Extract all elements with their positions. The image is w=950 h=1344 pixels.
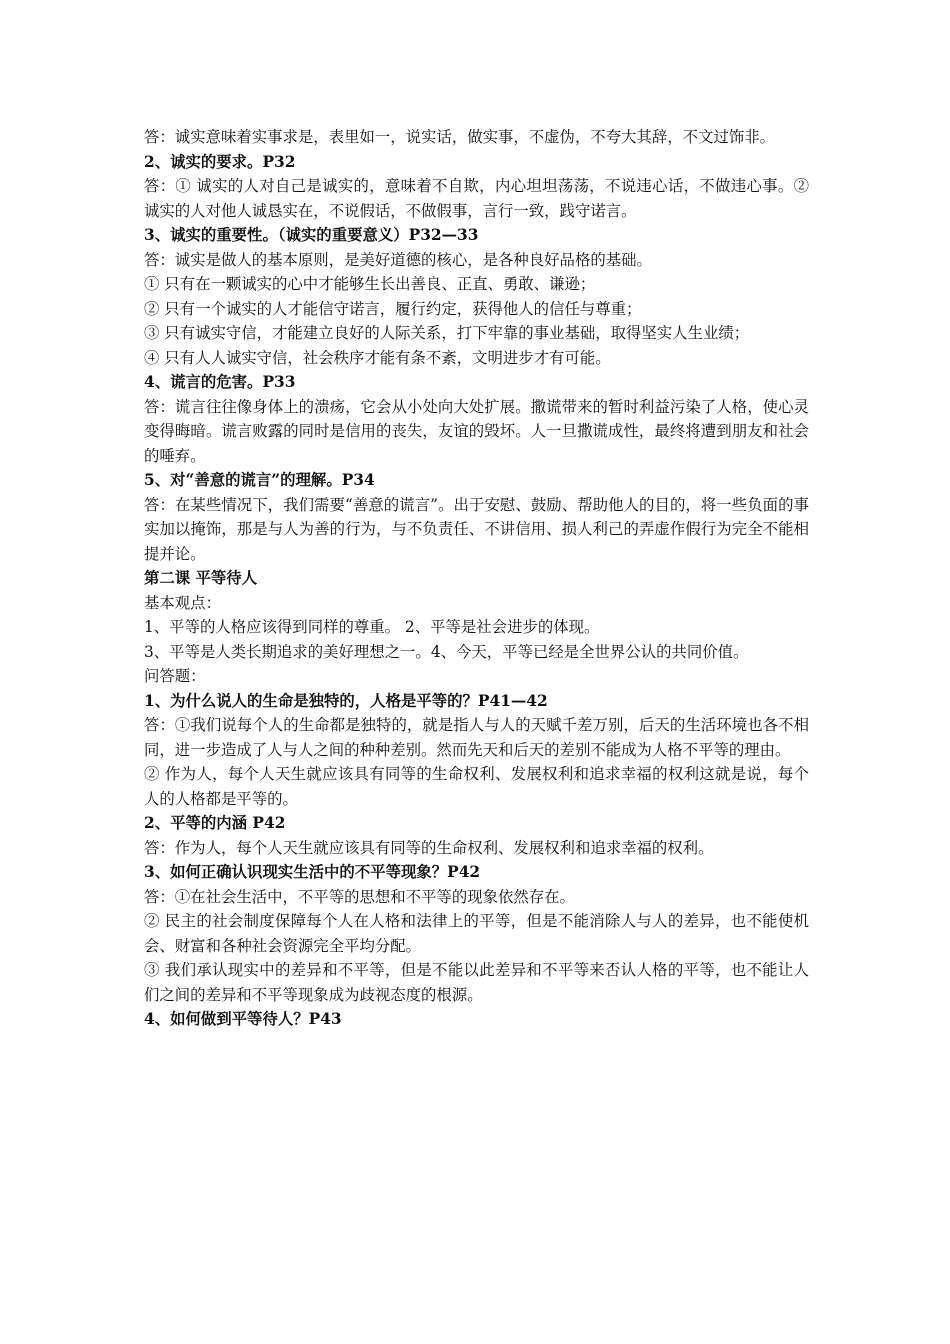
paragraph-white-lie: 答：在某些情况下，我们需要“善意的谎言”。出于安慰、鼓励、帮助他人的目的，将一些负面的事实加以掩饰，那是与人为善的行为，与不负责任、不讲信用、损人利己的弄虚作假行为完全不能相提并论。: [144, 495, 809, 563]
paragraph-inequality-3: ③ 我们承认现实中的差异和不平等，但是不能以此差异和不平等来否认人格的平等，也不能让人们之间的差异和不平等现象成为歧视态度的根源。: [144, 961, 809, 1004]
heading-white-lie: 5、对“善意的谎言”的理解。P34: [144, 471, 375, 489]
list-item-importance-4: ④ 只有人人诚实守信，社会秩序才能有条不紊，文明进步才有可能。: [144, 348, 611, 367]
heading-equality-meaning: 2、平等的内涵 P42: [144, 814, 286, 832]
label-basic-views: 基本观点：: [144, 593, 221, 612]
paragraph-views-3-4: 3、平等是人类长期追求的美好理想之一。4、今天，平等已经是全世界公认的共同价值。: [144, 642, 749, 661]
heading-inequality: 3、如何正确认识现实生活中的不平等现象？P42: [144, 863, 481, 881]
list-item-importance-1: ① 只有在一颗诚实的心中才能够生长出善良、正直、勇敢、谦逊；: [144, 275, 596, 293]
label-questions: 问答题：: [144, 667, 206, 685]
heading-lesson-two: 第二课 平等待人: [144, 569, 258, 587]
paragraph-life-unique-1: 答：①我们说每个人的生命都是独特的，就是指人与人的天赋千差万别，后天的生活环境也各不相同，进一步造成了人与人之间的种种差别。然而先天和后天的差别不能成为人格不平等的理由。: [144, 716, 809, 759]
paragraph-inequality-1: 答：①在社会生活中，不平等的思想和不平等的现象依然存在。: [144, 887, 575, 906]
paragraph-honesty-importance: 答：诚实是做人的基本原则，是美好道德的核心，是各种良好品格的基础。: [144, 250, 652, 269]
heading-honesty-requirements: 2、诚实的要求。P32: [144, 152, 296, 171]
paragraph-life-unique-2: ② 作为人，每个人天生就应该具有同等的生命权利、发展权利和追求幸福的权利这就是说，每个人的人格都是平等的。: [144, 765, 809, 808]
heading-lie-harm: 4、谎言的危害。P33: [144, 373, 296, 391]
list-item-importance-2: ② 只有一个诚实的人才能信守诺言，履行约定，获得他人的信任与尊重；: [144, 299, 642, 318]
paragraph-inequality-2: ② 民主的社会制度保障每个人在人格和法律上的平等，但是不能消除人与人的差异，也不能使机会、财富和各种社会资源完全平均分配。: [144, 912, 809, 955]
document-page: [144, 125, 809, 1032]
heading-life-unique: 1、为什么说人的生命是独特的，人格是平等的？P41—42: [144, 691, 548, 710]
paragraph-equality-meaning: 答：作为人，每个人天生就应该具有同等的生命权利、发展权利和追求幸福的权利。: [144, 838, 714, 857]
heading-honesty-importance: 3、诚实的重要性。（诚实的重要意义）P32—33: [144, 226, 479, 244]
list-item-importance-3: ③ 只有诚实守信，才能建立良好的人际关系，打下牢靠的事业基础，取得坚实人生业绩；: [144, 324, 750, 342]
paragraph-lie-harm: 答：谎言往往像身体上的溃疡，它会从小处向大处扩展。撒谎带来的暂时利益污染了人格，使心灵变得晦暗。谎言败露的同时是信用的丧失，友谊的毁坏。人一旦撒谎成性，最终将遭到朋友和社会的唾弃。: [144, 397, 809, 465]
heading-treat-equally: 4、如何做到平等待人？P43: [144, 1010, 342, 1028]
paragraph-honesty-meaning: 答：诚实意味着实事求是，表里如一，说实话，做实事，不虚伪，不夸大其辞，不文过饰非。: [144, 128, 776, 146]
paragraph-honesty-requirements: 答：① 诚实的人对自己是诚实的，意味着不自欺，内心坦坦荡荡，不说违心话，不做违心事。② 诚实的人对他人诚恳实在，不说假话，不做假事，言行一致，践守诺言。: [144, 177, 809, 220]
paragraph-views-1-2: 1、平等的人格应该得到同样的尊重。 2、平等是社会进步的体现。: [144, 618, 600, 636]
